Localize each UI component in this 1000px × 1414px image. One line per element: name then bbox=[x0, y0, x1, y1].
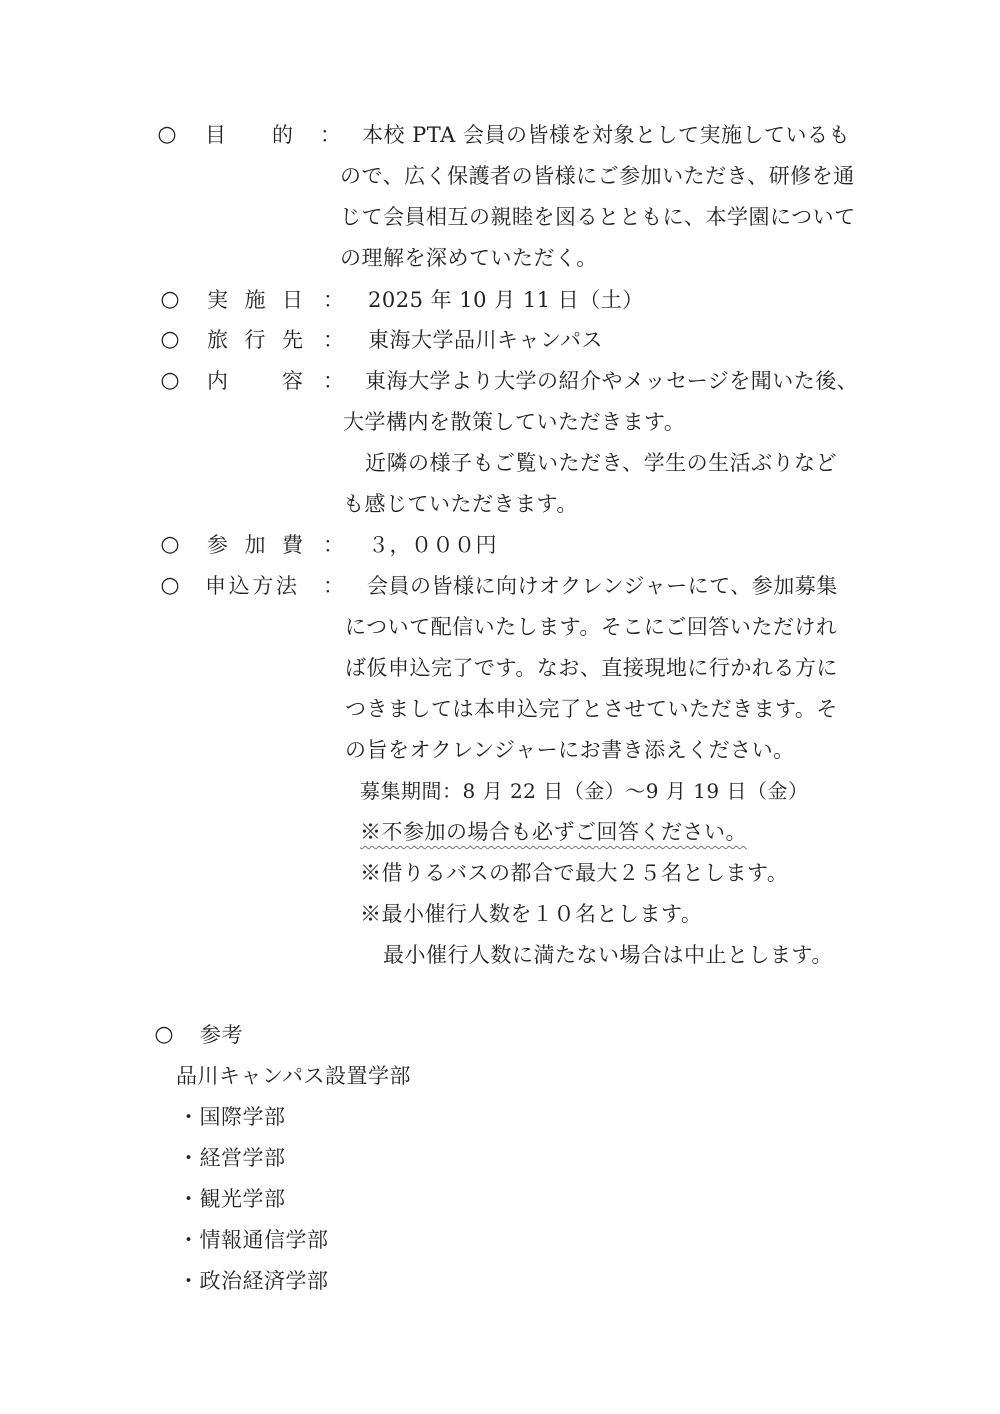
content-line-1: 東海大学より大学の紹介やメッセージを聞いた後、 bbox=[365, 369, 859, 393]
purpose-line-2: ので、広く保護者の皆様にご参加いただき、研修を通 bbox=[340, 164, 855, 188]
label-date: 実 施 日 bbox=[207, 288, 303, 312]
label-destination: 旅 行 先 bbox=[207, 328, 303, 352]
bullet-destination: ○ bbox=[160, 327, 180, 352]
application-note-1-text: ※不参加の場合も必ずご回答ください。 bbox=[360, 820, 747, 844]
faculty-item: ・情報通信学部 bbox=[178, 1228, 329, 1252]
content-line-3: 近隣の様子もご覧いただき、学生の生活ぶりなど bbox=[365, 451, 838, 475]
faculty-item: ・国際学部 bbox=[178, 1105, 286, 1129]
application-note-2: ※借りるバスの都合で最大２５名とします。 bbox=[360, 861, 789, 885]
label-purpose: 目 的 bbox=[205, 123, 293, 147]
reference-subheading: 品川キャンパス設置学部 bbox=[176, 1064, 412, 1088]
application-note-3: ※最小催行人数を１０名とします。 bbox=[360, 902, 703, 926]
label-application: 申 込 方 法 bbox=[205, 574, 297, 598]
application-period: 募集期間：8 月 22 日（金）〜9 月 19 日（金） bbox=[360, 779, 809, 803]
application-line-2: について配信いたします。そこにご回答いただけれ bbox=[345, 615, 838, 639]
bullet-fee: ○ bbox=[160, 532, 180, 557]
faculty-item: ・政治経済学部 bbox=[178, 1269, 329, 1293]
application-note-sub: 最小催行人数に満たない場合は中止とします。 bbox=[383, 943, 833, 967]
colon-application: ： bbox=[323, 574, 344, 598]
label-content: 内 容 bbox=[207, 369, 303, 393]
fee-value: ３，０００円 bbox=[368, 533, 497, 557]
application-line-4: つきましては本申込完了とさせていただきます。そ bbox=[345, 697, 838, 721]
purpose-line-3: じて会員相互の親睦を図るとともに、本学園について bbox=[340, 205, 856, 229]
colon-destination: ： bbox=[323, 328, 344, 352]
date-value: 2025 年 10 月 11 日（土） bbox=[368, 288, 644, 312]
colon-date: ： bbox=[323, 288, 344, 312]
application-line-3: ば仮申込完了です。なお、直接現地に行かれる方に bbox=[345, 656, 838, 680]
bullet-application: ○ bbox=[160, 573, 180, 598]
bullet-content: ○ bbox=[160, 368, 180, 393]
faculty-item: ・経営学部 bbox=[178, 1146, 286, 1170]
faculty-item: ・観光学部 bbox=[178, 1187, 286, 1211]
bullet-reference: ○ bbox=[154, 1022, 174, 1047]
application-note-1 bbox=[360, 818, 747, 846]
bullet-purpose: ○ bbox=[157, 122, 177, 147]
colon-fee: ： bbox=[323, 533, 344, 557]
purpose-line-4: の理解を深めていただく。 bbox=[340, 246, 598, 270]
purpose-line-1: 本校 PTA 会員の皆様を対象として実施しているも bbox=[362, 123, 851, 147]
bullet-date: ○ bbox=[160, 287, 180, 312]
colon-purpose: ： bbox=[320, 123, 341, 147]
application-line-5: の旨をオクレンジャーにお書き添えください。 bbox=[345, 738, 795, 762]
content-line-4: も感じていただきます。 bbox=[343, 492, 578, 516]
content-line-2: 大学構内を散策していただきます。 bbox=[343, 410, 686, 434]
application-line-1: 会員の皆様に向けオクレンジャーにて、参加募集 bbox=[367, 574, 838, 598]
destination-value: 東海大学品川キャンパス bbox=[368, 328, 604, 352]
reference-heading: 参考 bbox=[200, 1023, 243, 1047]
colon-content: ： bbox=[323, 369, 344, 393]
label-fee: 参 加 費 bbox=[207, 533, 303, 557]
